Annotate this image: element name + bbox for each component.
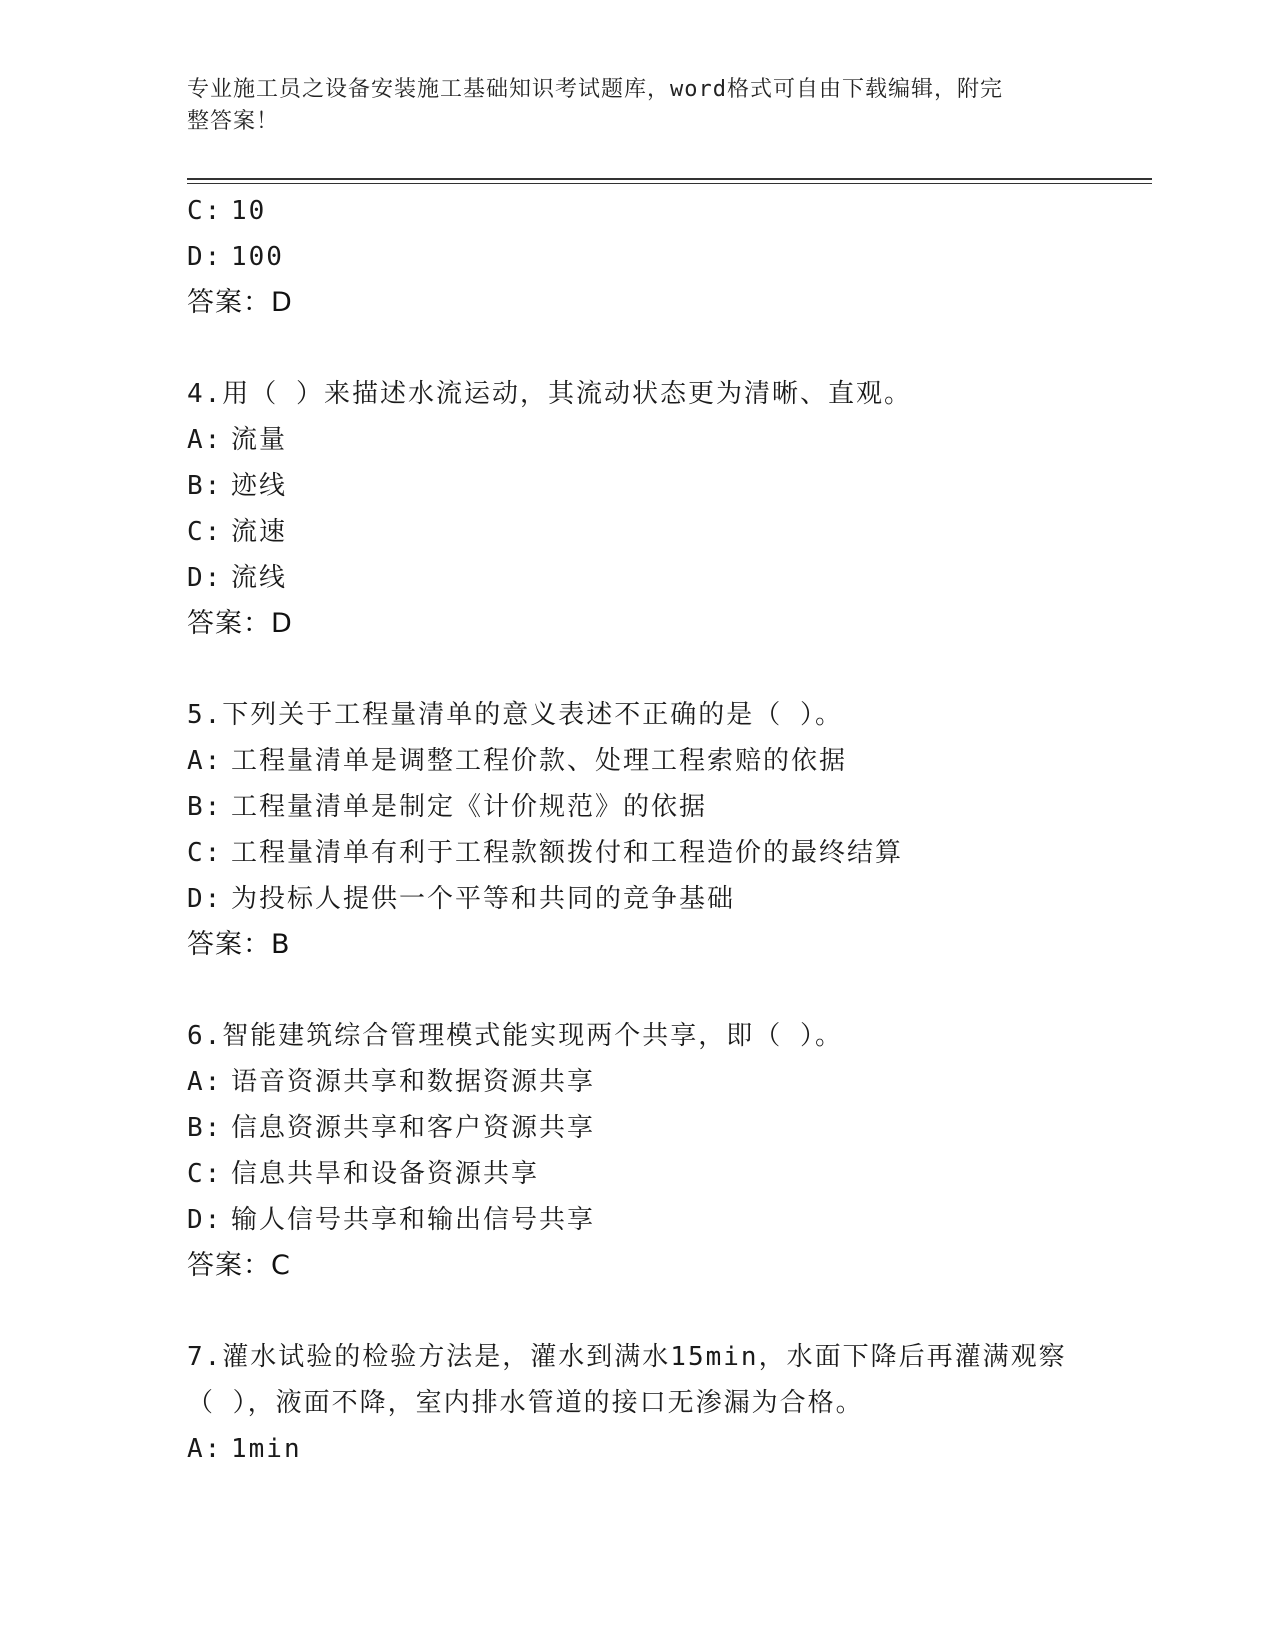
option-b xyxy=(187,463,1147,509)
option-c xyxy=(187,830,1147,876)
spacer xyxy=(187,968,1147,1013)
option-key: C: xyxy=(187,517,223,547)
option-text: 语音资源共享和数据资源共享 xyxy=(231,1067,596,1097)
spacer xyxy=(187,1289,1147,1334)
option-text: 为投标人提供一个平等和共同的竞争基础 xyxy=(231,884,736,914)
document-header xyxy=(187,74,1067,138)
option-a xyxy=(187,417,1147,463)
header-title-line-1: 专业施工员之设备安装施工基础知识考试题库，word格式可自由下载编辑，附完 xyxy=(187,77,1003,102)
option-d xyxy=(187,876,1147,922)
option-text: 10 xyxy=(231,196,267,226)
question-text: 4.用（ ）来描述水流运动，其流动状态更为清晰、直观。 xyxy=(187,379,912,409)
option-text: 1min xyxy=(231,1434,302,1464)
answer-line: 答案：C xyxy=(187,1250,291,1281)
option-key: A: xyxy=(187,1434,223,1464)
question-text: 5.下列关于工程量清单的意义表述不正确的是（ ）。 xyxy=(187,700,843,730)
spacer xyxy=(187,326,1147,371)
option-key: B: xyxy=(187,471,223,501)
option-key: D: xyxy=(187,242,223,272)
option-text: 输人信号共享和输出信号共享 xyxy=(231,1205,596,1235)
header-divider-thick xyxy=(187,178,1152,180)
option-a xyxy=(187,1426,1147,1472)
option-key: C: xyxy=(187,838,223,868)
option-key: A: xyxy=(187,1067,223,1097)
option-text: 流速 xyxy=(231,517,288,547)
header-divider-thin xyxy=(187,183,1152,184)
option-key: B: xyxy=(187,1113,223,1143)
option-text: 信息共旱和设备资源共享 xyxy=(231,1159,540,1189)
question-list xyxy=(187,188,1147,1472)
option-c xyxy=(187,509,1147,555)
question-text-line-2: （ ），液面不降，室内排水管道的接口无渗漏为合格。 xyxy=(187,1388,864,1418)
option-a xyxy=(187,1059,1147,1105)
option-d xyxy=(187,555,1147,601)
option-c xyxy=(187,1151,1147,1197)
option-key: A: xyxy=(187,746,223,776)
option-b xyxy=(187,1105,1147,1151)
option-key: B: xyxy=(187,792,223,822)
question-block-7 xyxy=(187,1334,1147,1472)
option-text: 迹线 xyxy=(231,471,288,501)
option-text: 工程量清单是制定《计价规范》的依据 xyxy=(231,792,708,822)
option-c xyxy=(187,188,1147,234)
question-text: 6.智能建筑综合管理模式能实现两个共享，即（ ）。 xyxy=(187,1021,843,1051)
option-key: A: xyxy=(187,425,223,455)
question-block-prev xyxy=(187,188,1147,326)
question-block-5 xyxy=(187,692,1147,968)
question-text-line-1: 7.灌水试验的检验方法是，灌水到满水15min，水面下降后再灌满观察 xyxy=(187,1342,1067,1372)
option-text: 100 xyxy=(231,242,284,272)
option-a xyxy=(187,738,1147,784)
option-text: 工程量清单有利于工程款额拨付和工程造价的最终结算 xyxy=(231,838,904,868)
option-text: 流线 xyxy=(231,563,288,593)
header-title-line-2: 整答案！ xyxy=(187,109,280,134)
question-block-4 xyxy=(187,371,1147,647)
option-key: C: xyxy=(187,196,223,226)
option-d xyxy=(187,234,1147,280)
answer-line: 答案：D xyxy=(187,608,293,639)
answer-line: 答案：D xyxy=(187,287,293,318)
option-key: D: xyxy=(187,563,223,593)
option-text: 信息资源共享和客户资源共享 xyxy=(231,1113,596,1143)
option-b xyxy=(187,784,1147,830)
option-key: D: xyxy=(187,1205,223,1235)
option-text: 工程量清单是调整工程价款、处理工程索赔的依据 xyxy=(231,746,848,776)
option-text: 流量 xyxy=(231,425,288,455)
option-key: D: xyxy=(187,884,223,914)
answer-line: 答案：B xyxy=(187,929,291,960)
spacer xyxy=(187,647,1147,692)
option-key: C: xyxy=(187,1159,223,1189)
option-d xyxy=(187,1197,1147,1243)
question-block-6 xyxy=(187,1013,1147,1289)
